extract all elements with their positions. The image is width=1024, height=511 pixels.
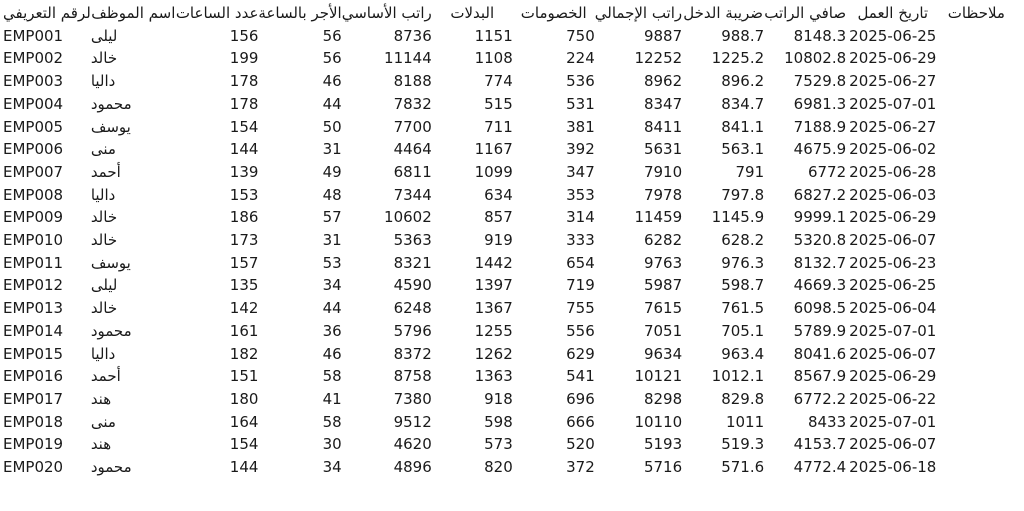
cell-base-salary: 7700 xyxy=(393,117,432,136)
cell-employee-name: محمود xyxy=(90,321,132,340)
table-row xyxy=(0,456,1016,479)
cell-gross-salary: 7978 xyxy=(643,185,683,204)
cell-hourly-rate: 41 xyxy=(322,389,342,408)
table-row xyxy=(0,320,1016,343)
cell-net-salary: 6981.3 xyxy=(793,94,847,113)
cell-base-salary: 8372 xyxy=(393,344,432,363)
cell-gross-salary: 7615 xyxy=(643,299,683,318)
cell-gross-salary: 11459 xyxy=(634,208,683,227)
cell-hourly-rate: 34 xyxy=(322,458,342,477)
cell-income-tax: 705.1 xyxy=(721,321,765,340)
cell-hours: 199 xyxy=(229,49,259,68)
cell-hours: 182 xyxy=(229,344,259,363)
cell-deductions: 556 xyxy=(566,321,595,340)
cell-employee-name: هند xyxy=(90,435,112,454)
cell-work-date: 2025-06-29 xyxy=(849,367,937,386)
table-row xyxy=(0,184,1016,207)
cell-employee-name: محمود xyxy=(90,94,132,113)
cell-allowances: 857 xyxy=(484,208,513,227)
cell-hourly-rate: 49 xyxy=(322,162,342,181)
cell-base-salary: 4620 xyxy=(393,435,432,454)
table-row xyxy=(0,229,1016,252)
cell-employee-id: EMP016 xyxy=(3,367,64,386)
cell-income-tax: 628.2 xyxy=(721,231,765,250)
cell-gross-salary: 8347 xyxy=(643,94,683,113)
cell-base-salary: 8758 xyxy=(393,367,432,386)
cell-base-salary: 10602 xyxy=(384,208,432,227)
table-row xyxy=(0,116,1016,139)
cell-allowances: 1167 xyxy=(474,140,513,159)
cell-employee-name: خالد xyxy=(90,49,118,68)
cell-net-salary: 6772.2 xyxy=(793,389,847,408)
cell-deductions: 719 xyxy=(566,276,595,295)
header-notes: ملاحظات xyxy=(947,4,1005,22)
cell-hourly-rate: 36 xyxy=(322,321,342,340)
cell-base-salary: 8736 xyxy=(393,26,432,45)
cell-employee-id: EMP014 xyxy=(3,321,64,340)
cell-notes xyxy=(936,93,1016,116)
cell-hours: 161 xyxy=(229,321,259,340)
cell-hourly-rate: 56 xyxy=(322,49,342,68)
cell-hours: 151 xyxy=(229,367,259,386)
cell-gross-salary: 8298 xyxy=(643,389,683,408)
cell-net-salary: 10802.8 xyxy=(784,49,847,68)
cell-hourly-rate: 53 xyxy=(322,253,342,272)
cell-work-date: 2025-06-29 xyxy=(849,208,937,227)
cell-gross-salary: 5631 xyxy=(643,140,683,159)
cell-allowances: 1397 xyxy=(474,276,513,295)
cell-deductions: 536 xyxy=(566,72,595,91)
cell-work-date: 2025-06-03 xyxy=(849,185,937,204)
header-hourly-rate: الأجر بالساعة xyxy=(258,4,342,22)
cell-deductions: 755 xyxy=(566,299,595,318)
cell-hours: 154 xyxy=(229,117,259,136)
cell-employee-id: EMP013 xyxy=(3,299,64,318)
cell-notes xyxy=(936,116,1016,139)
cell-deductions: 392 xyxy=(566,140,595,159)
cell-allowances: 711 xyxy=(484,117,513,136)
header-base-salary: راتب الأساسي xyxy=(341,4,432,22)
cell-work-date: 2025-06-27 xyxy=(849,117,937,136)
cell-deductions: 333 xyxy=(566,231,595,250)
cell-hourly-rate: 48 xyxy=(322,185,342,204)
cell-employee-id: EMP002 xyxy=(3,49,64,68)
cell-employee-id: EMP015 xyxy=(3,344,64,363)
table-row xyxy=(0,343,1016,366)
cell-notes xyxy=(936,161,1016,184)
cell-work-date: 2025-06-02 xyxy=(849,140,937,159)
table-row xyxy=(0,70,1016,93)
cell-notes xyxy=(936,297,1016,320)
payroll-table xyxy=(0,2,1016,479)
cell-employee-name: خالد xyxy=(90,231,118,250)
cell-deductions: 372 xyxy=(566,458,595,477)
cell-employee-name: يوسف xyxy=(90,253,131,272)
cell-notes xyxy=(936,252,1016,275)
cell-base-salary: 7832 xyxy=(393,94,432,113)
cell-base-salary: 5363 xyxy=(393,231,432,250)
cell-employee-id: EMP004 xyxy=(3,94,64,113)
cell-work-date: 2025-06-18 xyxy=(849,458,937,477)
cell-gross-salary: 9634 xyxy=(643,344,683,363)
cell-hourly-rate: 44 xyxy=(322,94,342,113)
cell-income-tax: 834.7 xyxy=(721,94,765,113)
cell-deductions: 347 xyxy=(566,162,595,181)
table-row xyxy=(0,138,1016,161)
cell-gross-salary: 10110 xyxy=(634,412,683,431)
cell-allowances: 820 xyxy=(484,458,513,477)
cell-hourly-rate: 31 xyxy=(322,140,342,159)
cell-employee-id: EMP018 xyxy=(3,412,64,431)
cell-hours: 156 xyxy=(229,26,259,45)
cell-allowances: 1363 xyxy=(474,367,513,386)
cell-employee-name: داليا xyxy=(90,185,116,204)
table-row xyxy=(0,274,1016,297)
cell-employee-name: أحمد xyxy=(90,162,121,181)
cell-deductions: 224 xyxy=(566,49,595,68)
cell-allowances: 918 xyxy=(484,389,513,408)
cell-net-salary: 8567.9 xyxy=(793,367,847,386)
cell-allowances: 1262 xyxy=(474,344,513,363)
cell-hours: 135 xyxy=(229,276,259,295)
cell-deductions: 531 xyxy=(566,94,595,113)
cell-work-date: 2025-06-27 xyxy=(849,72,937,91)
cell-hourly-rate: 31 xyxy=(322,231,342,250)
cell-income-tax: 598.7 xyxy=(721,276,765,295)
cell-work-date: 2025-06-25 xyxy=(849,26,937,45)
cell-gross-salary: 6282 xyxy=(643,231,683,250)
cell-net-salary: 8132.7 xyxy=(793,253,847,272)
cell-gross-salary: 8962 xyxy=(643,72,683,91)
payroll-rows xyxy=(0,25,1016,479)
header-net-salary: صافي الراتب xyxy=(764,4,847,22)
cell-notes xyxy=(936,365,1016,388)
cell-employee-name: محمود xyxy=(90,458,132,477)
table-row xyxy=(0,297,1016,320)
cell-work-date: 2025-07-01 xyxy=(849,412,937,431)
cell-income-tax: 519.3 xyxy=(721,435,765,454)
cell-notes xyxy=(936,456,1016,479)
cell-notes xyxy=(936,70,1016,93)
cell-notes xyxy=(936,184,1016,207)
cell-deductions: 666 xyxy=(566,412,595,431)
cell-hours: 186 xyxy=(229,208,259,227)
cell-net-salary: 7188.9 xyxy=(793,117,847,136)
cell-work-date: 2025-06-25 xyxy=(849,276,937,295)
cell-employee-name: يوسف xyxy=(90,117,131,136)
cell-hours: 154 xyxy=(229,435,259,454)
cell-base-salary: 8188 xyxy=(393,72,432,91)
cell-employee-id: EMP001 xyxy=(3,26,64,45)
cell-hours: 139 xyxy=(229,162,259,181)
table-row xyxy=(0,411,1016,434)
cell-hours: 142 xyxy=(229,299,259,318)
cell-base-salary: 7344 xyxy=(393,185,432,204)
cell-deductions: 520 xyxy=(566,435,595,454)
cell-hours: 180 xyxy=(229,389,259,408)
cell-base-salary: 9512 xyxy=(393,412,432,431)
cell-gross-salary: 9763 xyxy=(643,253,683,272)
cell-notes xyxy=(936,433,1016,456)
cell-employee-name: ليلى xyxy=(90,26,118,45)
cell-notes xyxy=(936,388,1016,411)
cell-work-date: 2025-06-22 xyxy=(849,389,937,408)
cell-deductions: 353 xyxy=(566,185,595,204)
cell-allowances: 573 xyxy=(484,435,513,454)
cell-hourly-rate: 30 xyxy=(322,435,342,454)
cell-net-salary: 6772 xyxy=(807,162,847,181)
cell-notes xyxy=(936,25,1016,48)
cell-employee-id: EMP011 xyxy=(3,253,64,272)
cell-work-date: 2025-06-07 xyxy=(849,231,937,250)
cell-employee-id: EMP006 xyxy=(3,140,64,159)
cell-net-salary: 8041.6 xyxy=(793,344,847,363)
cell-net-salary: 8148.3 xyxy=(793,26,847,45)
cell-allowances: 1151 xyxy=(474,26,513,45)
cell-allowances: 1442 xyxy=(474,253,513,272)
cell-income-tax: 797.8 xyxy=(721,185,765,204)
cell-gross-salary: 12252 xyxy=(634,49,683,68)
cell-hourly-rate: 50 xyxy=(322,117,342,136)
cell-work-date: 2025-07-01 xyxy=(849,94,937,113)
cell-gross-salary: 7051 xyxy=(643,321,683,340)
table-row xyxy=(0,388,1016,411)
cell-net-salary: 4772.4 xyxy=(793,458,847,477)
cell-work-date: 2025-07-01 xyxy=(849,321,937,340)
cell-base-salary: 6811 xyxy=(393,162,432,181)
cell-allowances: 634 xyxy=(484,185,513,204)
cell-income-tax: 791 xyxy=(735,162,765,181)
header-employee-id: لرقم التعريفي xyxy=(3,4,91,22)
cell-net-salary: 7529.8 xyxy=(793,72,847,91)
cell-employee-name: أحمد xyxy=(90,367,121,386)
cell-hourly-rate: 46 xyxy=(322,72,342,91)
table-row xyxy=(0,25,1016,48)
cell-notes xyxy=(936,138,1016,161)
header-allowances: البدلات xyxy=(450,4,495,22)
header-row xyxy=(0,2,1016,25)
header-income-tax: ضريبة الدخل xyxy=(683,4,764,22)
cell-net-salary: 4153.7 xyxy=(793,435,847,454)
cell-hourly-rate: 56 xyxy=(322,26,342,45)
cell-employee-id: EMP020 xyxy=(3,458,64,477)
cell-base-salary: 7380 xyxy=(393,389,432,408)
cell-employee-id: EMP019 xyxy=(3,435,64,454)
cell-gross-salary: 7910 xyxy=(643,162,683,181)
cell-employee-name: منى xyxy=(90,412,116,431)
cell-notes xyxy=(936,320,1016,343)
cell-work-date: 2025-06-07 xyxy=(849,344,937,363)
cell-allowances: 598 xyxy=(484,412,513,431)
cell-hours: 178 xyxy=(229,72,259,91)
cell-net-salary: 4675.9 xyxy=(793,140,847,159)
cell-employee-name: خالد xyxy=(90,299,118,318)
cell-employee-name: خالد xyxy=(90,208,118,227)
cell-hours: 144 xyxy=(229,458,259,477)
cell-employee-name: داليا xyxy=(90,344,116,363)
cell-notes xyxy=(936,229,1016,252)
cell-allowances: 774 xyxy=(484,72,513,91)
cell-net-salary: 5320.8 xyxy=(793,231,847,250)
cell-income-tax: 1011 xyxy=(725,412,765,431)
cell-work-date: 2025-06-07 xyxy=(849,435,937,454)
cell-income-tax: 976.3 xyxy=(721,253,765,272)
cell-hours: 178 xyxy=(229,94,259,113)
cell-gross-salary: 5987 xyxy=(643,276,683,295)
cell-base-salary: 8321 xyxy=(393,253,432,272)
cell-notes xyxy=(936,206,1016,229)
table-row xyxy=(0,93,1016,116)
cell-employee-name: منى xyxy=(90,140,116,159)
header-deductions: الخصومات xyxy=(520,4,587,22)
cell-allowances: 1108 xyxy=(474,49,513,68)
table-row xyxy=(0,433,1016,456)
cell-hourly-rate: 57 xyxy=(322,208,342,227)
header-gross-salary: راتب الإجمالي xyxy=(594,4,683,22)
cell-base-salary: 6248 xyxy=(393,299,432,318)
cell-employee-id: EMP009 xyxy=(3,208,64,227)
cell-hours: 164 xyxy=(229,412,259,431)
cell-deductions: 696 xyxy=(566,389,595,408)
cell-notes xyxy=(936,274,1016,297)
cell-employee-id: EMP007 xyxy=(3,162,64,181)
cell-deductions: 629 xyxy=(566,344,595,363)
cell-deductions: 654 xyxy=(566,253,595,272)
cell-work-date: 2025-06-28 xyxy=(849,162,937,181)
cell-income-tax: 829.8 xyxy=(721,389,765,408)
table-row xyxy=(0,365,1016,388)
cell-allowances: 1367 xyxy=(474,299,513,318)
cell-allowances: 1099 xyxy=(474,162,513,181)
cell-employee-name: داليا xyxy=(90,72,116,91)
cell-hourly-rate: 58 xyxy=(322,367,342,386)
cell-gross-salary: 5716 xyxy=(643,458,683,477)
header-employee-name: اسم الموظف xyxy=(91,4,176,22)
cell-base-salary: 11144 xyxy=(384,49,432,68)
cell-net-salary: 9999.1 xyxy=(793,208,847,227)
cell-employee-name: ليلى xyxy=(90,276,118,295)
table-row xyxy=(0,206,1016,229)
cell-hourly-rate: 46 xyxy=(322,344,342,363)
cell-base-salary: 4590 xyxy=(393,276,432,295)
cell-gross-salary: 8411 xyxy=(643,117,683,136)
cell-hourly-rate: 34 xyxy=(322,276,342,295)
cell-deductions: 381 xyxy=(566,117,595,136)
cell-income-tax: 761.5 xyxy=(721,299,765,318)
cell-allowances: 1255 xyxy=(474,321,513,340)
cell-base-salary: 5796 xyxy=(393,321,432,340)
cell-allowances: 919 xyxy=(484,231,513,250)
header-hours: عدد الساعات xyxy=(175,4,259,22)
cell-work-date: 2025-06-04 xyxy=(849,299,937,318)
cell-hours: 157 xyxy=(229,253,259,272)
cell-income-tax: 1012.1 xyxy=(711,367,765,386)
cell-income-tax: 563.1 xyxy=(721,140,765,159)
cell-deductions: 750 xyxy=(566,26,595,45)
cell-base-salary: 4464 xyxy=(393,140,432,159)
cell-income-tax: 1145.9 xyxy=(711,208,765,227)
cell-income-tax: 1225.2 xyxy=(711,49,765,68)
cell-hourly-rate: 44 xyxy=(322,299,342,318)
cell-deductions: 314 xyxy=(566,208,595,227)
cell-allowances: 515 xyxy=(484,94,513,113)
cell-net-salary: 8433 xyxy=(807,412,847,431)
cell-hourly-rate: 58 xyxy=(322,412,342,431)
cell-hours: 153 xyxy=(229,185,259,204)
cell-employee-id: EMP017 xyxy=(3,389,64,408)
header-work-date: تاريخ العمل xyxy=(857,4,929,22)
cell-net-salary: 6827.2 xyxy=(793,185,847,204)
cell-base-salary: 4896 xyxy=(393,458,432,477)
cell-income-tax: 841.1 xyxy=(721,117,765,136)
cell-notes xyxy=(936,343,1016,366)
cell-hours: 173 xyxy=(229,231,259,250)
cell-employee-id: EMP005 xyxy=(3,117,64,136)
cell-gross-salary: 9887 xyxy=(643,26,683,45)
cell-income-tax: 896.2 xyxy=(721,72,765,91)
cell-net-salary: 6098.5 xyxy=(793,299,847,318)
cell-work-date: 2025-06-23 xyxy=(849,253,937,272)
cell-employee-id: EMP012 xyxy=(3,276,64,295)
cell-income-tax: 963.4 xyxy=(721,344,765,363)
cell-employee-id: EMP010 xyxy=(3,231,64,250)
cell-employee-name: هند xyxy=(90,389,112,408)
table-row xyxy=(0,161,1016,184)
cell-employee-id: EMP003 xyxy=(3,72,64,91)
cell-gross-salary: 10121 xyxy=(634,367,683,386)
cell-employee-id: EMP008 xyxy=(3,185,64,204)
cell-net-salary: 4669.3 xyxy=(793,276,847,295)
cell-notes xyxy=(936,47,1016,70)
cell-income-tax: 988.7 xyxy=(721,26,765,45)
cell-notes xyxy=(936,411,1016,434)
cell-work-date: 2025-06-29 xyxy=(849,49,937,68)
cell-net-salary: 5789.9 xyxy=(793,321,847,340)
cell-income-tax: 571.6 xyxy=(721,458,765,477)
cell-deductions: 541 xyxy=(566,367,595,386)
table-row xyxy=(0,47,1016,70)
cell-gross-salary: 5193 xyxy=(643,435,683,454)
table-row xyxy=(0,252,1016,275)
cell-hours: 144 xyxy=(229,140,259,159)
